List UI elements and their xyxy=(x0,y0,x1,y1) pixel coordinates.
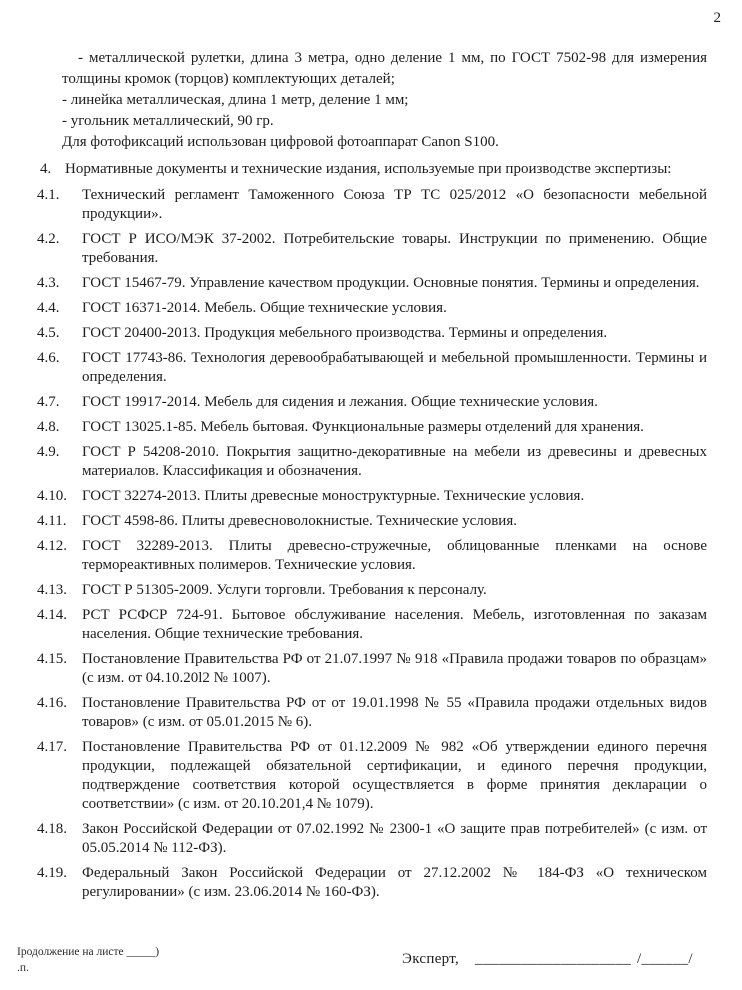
list-item xyxy=(37,418,707,437)
list-item xyxy=(37,537,707,575)
item-number: 4.3. xyxy=(37,275,60,291)
item-text: ГОСТ 15467-79. Управление качеством продукции. Основные понятия. Термины и определения. xyxy=(82,275,700,291)
list-item xyxy=(37,274,707,293)
item-number: 4.10. xyxy=(37,488,67,504)
item-text: ГОСТ Р ИСО/МЭК 37-2002. Потребительские товары. Инструкции по применению. Общие требования. xyxy=(82,231,707,266)
item-text: Постановление Правительства РФ от 21.07.1997 № 918 «Правила продажи товаров по образцам» (с изм. от 04.10.20l2 № 1007). xyxy=(82,651,707,686)
item-number: 4.13. xyxy=(37,582,67,598)
item-text: ГОСТ Р 51305-2009. Услуги торговли. Требования к персоналу. xyxy=(82,582,487,598)
expert-label: Эксперт, xyxy=(402,951,460,967)
section-number: 4. xyxy=(40,161,52,177)
list-item xyxy=(37,738,707,814)
section-title: Нормативные документы и технические издания, используемые при производстве экспертизы: xyxy=(65,161,672,177)
section-heading xyxy=(40,160,714,179)
expert-signature-block xyxy=(402,951,693,968)
list-item xyxy=(37,230,707,268)
list-item xyxy=(37,324,707,343)
item-number: 4.2. xyxy=(37,231,60,247)
list-item xyxy=(37,487,707,506)
item-number: 4.14. xyxy=(37,607,67,623)
item-text: ГОСТ 13025.1-85. Мебель бытовая. Функциональные размеры отделений для хранения. xyxy=(82,419,644,435)
item-number: 4.7. xyxy=(37,394,60,410)
item-number: 4.15. xyxy=(37,651,67,667)
item-text: Закон Российской Федерации от 07.02.1992 № 2300-1 «О защите прав потребителей» (с изм. от 05.05.2014 № 112-ФЗ). xyxy=(82,821,707,856)
item-number: 4.17. xyxy=(37,739,67,755)
item-number: 4.8. xyxy=(37,419,60,435)
list-item xyxy=(37,694,707,732)
item-number: 4.11. xyxy=(37,513,67,529)
list-item xyxy=(37,864,707,902)
list-item xyxy=(37,650,707,688)
item-number: 4.5. xyxy=(37,325,60,341)
normative-documents-list xyxy=(37,186,707,902)
intro-block xyxy=(62,48,707,153)
item-text: Постановление Правительства РФ от 01.12.2009 № 982 «Об утверждении единого перечня продукции, подлежащей обязательной сертификации, и единого перечня продукции, подтверждение соответствия которой осуществляется в форме принятия декларации о соответствии» (с изм. от 20.10.201,4 № 1079). xyxy=(82,739,707,812)
item-text: РСТ РСФСР 724-91. Бытовое обслуживание населения. Мебель, изготовленная по заказам населения. Общие технические требования. xyxy=(82,607,707,642)
item-number: 4.1. xyxy=(37,187,60,203)
list-item xyxy=(37,349,707,387)
item-number: 4.18. xyxy=(37,821,67,837)
intro-paragraph: Для фотофиксаций использован цифровой фотоаппарат Canon S100. xyxy=(62,134,499,150)
item-text: ГОСТ 16371-2014. Мебель. Общие технические условия. xyxy=(82,300,447,316)
item-text: ГОСТ 20400-2013. Продукция мебельного производства. Термины и определения. xyxy=(82,325,608,341)
list-item xyxy=(37,820,707,858)
list-item xyxy=(37,299,707,318)
expert-name-slot: /______/ xyxy=(637,951,693,967)
list-item xyxy=(37,186,707,224)
item-text: Постановление Правительства РФ от от 19.01.1998 № 55 «Правила продажи отдельных видов товаров» (с изм. от 05.01.2015 № 6). xyxy=(82,695,707,730)
footer-left-block xyxy=(17,944,159,976)
list-item xyxy=(37,393,707,412)
item-number: 4.6. xyxy=(37,350,60,366)
item-text: Технический регламент Таможенного Союза ТР ТС 025/2012 «О безопасности мебельной продукции». xyxy=(82,187,707,222)
expert-signature-line: ____________________ xyxy=(475,951,632,967)
list-item xyxy=(37,581,707,600)
item-text: Федеральный Закон Российской Федерации от 27.12.2002 № 184-ФЗ «О техническом регулировании» (с изм. 23.06.2014 № 160-ФЗ). xyxy=(82,865,707,900)
intro-paragraph: - линейка металлическая, длина 1 метр, деление 1 мм; xyxy=(62,92,409,108)
item-text: ГОСТ 17743-86. Технология деревообрабатывающей и мебельной промышленности. Термины и определения. xyxy=(82,350,707,385)
item-text: ГОСТ 19917-2014. Мебель для сидения и лежания. Общие технические условия. xyxy=(82,394,598,410)
item-number: 4.16. xyxy=(37,695,67,711)
item-number: 4.9. xyxy=(37,444,60,460)
list-item xyxy=(37,443,707,481)
list-item xyxy=(37,606,707,644)
item-text: ГОСТ Р 54208-2010. Покрытия защитно-декоративные на мебели из древесины и древесных материалов. Классификация и обозначения. xyxy=(82,444,707,479)
item-number: 4.4. xyxy=(37,300,60,316)
item-number: 4.19. xyxy=(37,865,67,881)
list-item xyxy=(37,512,707,531)
intro-paragraph: - металлической рулетки, длина 3 метра, одно деление 1 мм, по ГОСТ 7502-98 для измерения толщины кромок (торцов) комплектующих деталей; xyxy=(62,50,707,87)
continuation-note: Iродолжение на листе _____) xyxy=(17,946,160,958)
item-text: ГОСТ 32289-2013. Плиты древесно-стружечные, облицованные пленками на основе термореактивных полимеров. Технические условия. xyxy=(82,538,707,573)
item-text: ГОСТ 4598-86. Плиты древесноволокнистые. Технические условия. xyxy=(82,513,517,529)
item-text: ГОСТ 32274-2013. Плиты древесные моноструктурные. Технические условия. xyxy=(82,488,585,504)
intro-paragraph: - угольник металлический, 90 гр. xyxy=(62,113,274,129)
item-number: 4.12. xyxy=(37,538,67,554)
stamp-mark: .п. xyxy=(17,962,29,974)
page-number: 2 xyxy=(713,10,721,26)
